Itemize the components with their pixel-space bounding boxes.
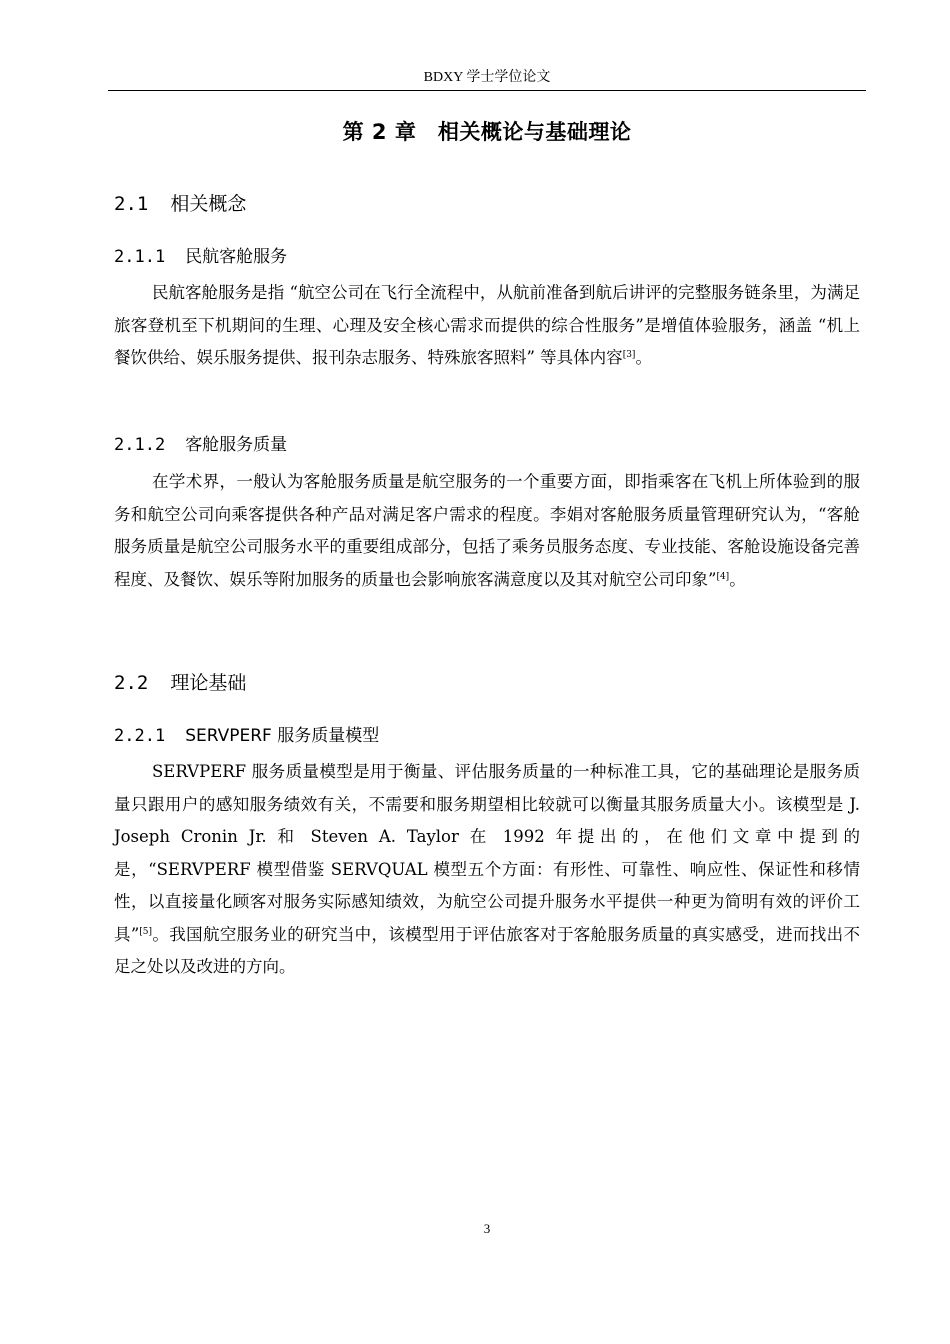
page-number: 3: [483, 1221, 491, 1236]
subsection-number: 2.1.1: [114, 247, 166, 267]
header-rule: [108, 90, 866, 91]
paragraph-servperf: [114, 756, 860, 984]
subsection-number: 2.2.1: [114, 726, 166, 746]
paragraph-text: SERVPERF 服务质量模型是用于衡量、评估服务质量的一种标准工具，它的基础理论是服务质量只跟用户的感知服务绩效有关，不需要和服务期望相比较就可以衡量其服务质量大小。该模型是 J. Joseph Cronin Jr. 和 Steven A. Taylor 在 1992 年提出的，在他们文章中提到的是，“SERVPERF 模型借鉴 SERVQUAL 模型五个方面：有形性、可靠性、响应性、保证性和移情性，以直接量化顾客对服务实际感知绩效，为航空公司提升服务水平提供一种更为简明有效的评价工具”: [114, 762, 860, 944]
paragraph-service-quality: [114, 466, 860, 596]
paragraph-tail: 。我国航空服务业的研究当中，该模型用于评估旅客对于客舱服务质量的真实感受，进而找出不足之处以及改进的方向。: [114, 924, 861, 976]
paragraph-tail: 。: [729, 569, 746, 589]
section-heading-2-2: [114, 668, 246, 695]
paragraph-cabin-service: [114, 277, 860, 375]
section-title: 相关概念: [170, 193, 247, 215]
subsection-title: SERVPERF 服务质量模型: [185, 726, 380, 746]
subsection-heading-2-1-1: [114, 242, 287, 267]
section-number: 2.1: [114, 193, 149, 215]
chapter-title: 第 2 章 相关概论与基础理论: [342, 120, 632, 144]
subsection-heading-2-2-1: [114, 721, 379, 746]
section-number: 2.2: [114, 672, 149, 694]
citation: [3]: [622, 350, 636, 360]
section-heading-2-1: [114, 189, 246, 216]
subsection-title: 客舱服务质量: [185, 435, 288, 455]
citation: [4]: [716, 571, 730, 582]
citation: [5]: [139, 926, 153, 937]
paragraph-text: 在学术界，一般认为客舱服务质量是航空服务的一个重要方面，即指乘客在飞机上所体验到的服务和航空公司向乘客提供各种产品对满足客户需求的程度。李娟对客舱服务质量管理研究认为，“客舱服务质量是航空公司服务水平的重要组成部分，包括了乘务员服务态度、专业技能、客舱设施设备完善程度、及餐饮、娱乐等附加服务的质量也会影响旅客满意度以及其对航空公司印象”: [114, 472, 860, 589]
running-header: BDXY 学士学位论文: [423, 70, 551, 85]
paragraph-text: 民航客舱服务是指 “航空公司在飞行全流程中，从航前准备到航后讲评的完整服务链条里，为满足旅客登机至下机期间的生理、心理及安全核心需求而提供的综合性服务”是增值体验服务，涵盖 “机上餐饮供给、娱乐服务提供、报刊杂志服务、特殊旅客照料” 等具体内容: [114, 283, 860, 367]
subsection-heading-2-1-2: [114, 430, 287, 455]
subsection-number: 2.1.2: [114, 435, 166, 455]
section-title: 理论基础: [170, 672, 247, 694]
paragraph-tail: 。: [635, 348, 652, 367]
subsection-title: 民航客舱服务: [185, 247, 288, 267]
